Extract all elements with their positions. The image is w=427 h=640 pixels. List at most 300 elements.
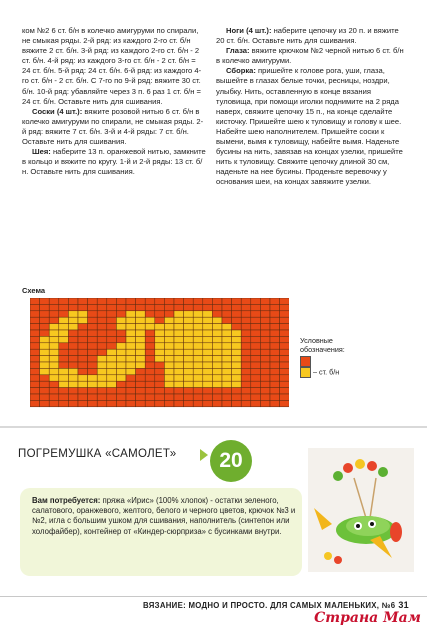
scheme-cell — [40, 324, 50, 330]
legend — [300, 336, 345, 378]
scheme-cell — [193, 400, 203, 406]
scheme-cell — [280, 343, 289, 349]
right-text-column — [216, 26, 408, 188]
scheme-cell — [164, 381, 174, 387]
scheme-cell — [203, 298, 213, 304]
scheme-cell — [136, 304, 146, 310]
scheme-cell — [251, 343, 261, 349]
scheme-cell — [59, 298, 69, 304]
scheme-cell — [222, 368, 232, 374]
scheme-cell — [212, 298, 222, 304]
scheme-cell — [193, 356, 203, 362]
legend-swatch-yellow — [300, 367, 311, 378]
scheme-cell — [49, 368, 59, 374]
scheme-cell — [174, 388, 184, 394]
scheme-cell — [280, 317, 289, 323]
scheme-cell — [68, 317, 78, 323]
scheme-cell — [40, 304, 50, 310]
scheme-cell — [212, 311, 222, 317]
materials-list: пряжа «Ирис» (100% хлопок) - остатки зеленого, салатового, оранжевого, желтого, белого и черного цветов, крючок №3 и №2, игла с большим ушком для сшивания, наполнитель (синтепон или холофайбер), контейнер от «Киндер-сюрприза» с бусинками внутри. — [32, 496, 296, 536]
scheme-cell — [251, 375, 261, 381]
scheme-cell — [155, 311, 165, 317]
scheme-cell — [251, 381, 261, 387]
scheme-cell — [212, 388, 222, 394]
scheme-cell — [145, 400, 155, 406]
scheme-cell — [145, 375, 155, 381]
scheme-cell — [116, 330, 126, 336]
scheme-cell — [222, 362, 232, 368]
scheme-cell — [78, 317, 88, 323]
scheme-cell — [164, 394, 174, 400]
scheme-cell — [164, 304, 174, 310]
knitting-scheme-grid — [30, 298, 289, 408]
paragraph-text: пришейте к голове рога, уши, глаза, вышейте в глазах белые точки, ресницы, ноздри, улыбку. Нить, оставленную в конце вязания туловища, при помощи иголки поднимите на 2 ряда наверх, свяжите цепочку 15 п., на конце сделайте кисточку. Пришейте шею к туловищу и голову к шее. Набейте шею наполнителем. Пришейте соски к вымени, вымя к туловищу, набейте вымя. Наденьте бусины на нить, завязав на концах узелки, пришейте нить к туловищу. Свяжите цепочку длиной 30 см, наденьте на нее бусины. Проденьте веревочку у основания шеи, на концах завяжите узелки. — [216, 66, 403, 187]
scheme-cell — [203, 356, 213, 362]
scheme-cell — [88, 304, 98, 310]
scheme-cell — [174, 298, 184, 304]
scheme-cell — [136, 349, 146, 355]
scheme-cell — [78, 311, 88, 317]
scheme-cell — [30, 324, 40, 330]
airplane-toy-photo — [308, 448, 414, 572]
scheme-cell — [97, 362, 107, 368]
scheme-cell — [107, 336, 117, 342]
scheme-cell — [193, 336, 203, 342]
scheme-cell — [270, 336, 280, 342]
body-paragraph — [216, 26, 408, 46]
scheme-cell — [40, 343, 50, 349]
scheme-cell — [40, 330, 50, 336]
scheme-cell — [174, 304, 184, 310]
scheme-cell — [78, 298, 88, 304]
scheme-cell — [30, 330, 40, 336]
scheme-cell — [30, 311, 40, 317]
scheme-cell — [126, 311, 136, 317]
scheme-cell — [222, 343, 232, 349]
scheme-cell — [212, 324, 222, 330]
scheme-cell — [270, 311, 280, 317]
scheme-cell — [212, 343, 222, 349]
scheme-cell — [30, 343, 40, 349]
scheme-cell — [260, 311, 270, 317]
scheme-cell — [59, 311, 69, 317]
scheme-cell — [30, 400, 40, 406]
scheme-cell — [30, 298, 40, 304]
scheme-cell — [251, 298, 261, 304]
legend-item-text: – ст. б/н — [313, 367, 340, 377]
scheme-cell — [126, 375, 136, 381]
scheme-cell — [145, 298, 155, 304]
scheme-cell — [174, 311, 184, 317]
scheme-cell — [97, 298, 107, 304]
scheme-cell — [59, 324, 69, 330]
scheme-cell — [136, 368, 146, 374]
scheme-cell — [145, 324, 155, 330]
scheme-cell — [270, 349, 280, 355]
scheme-cell — [155, 394, 165, 400]
scheme-cell — [49, 304, 59, 310]
scheme-cell — [68, 336, 78, 342]
scheme-cell — [212, 356, 222, 362]
scheme-cell — [68, 394, 78, 400]
scheme-cell — [49, 381, 59, 387]
scheme-cell — [232, 356, 242, 362]
scheme-cell — [59, 362, 69, 368]
scheme-cell — [260, 368, 270, 374]
scheme-cell — [155, 336, 165, 342]
scheme-cell — [203, 381, 213, 387]
scheme-cell — [241, 394, 251, 400]
scheme-cell — [232, 343, 242, 349]
scheme-cell — [174, 317, 184, 323]
scheme-cell — [184, 400, 194, 406]
scheme-cell — [136, 388, 146, 394]
scheme-cell — [232, 394, 242, 400]
scheme-cell — [78, 349, 88, 355]
scheme-cell — [260, 388, 270, 394]
scheme-cell — [59, 368, 69, 374]
scheme-cell — [116, 349, 126, 355]
scheme-cell — [49, 388, 59, 394]
scheme-cell — [88, 311, 98, 317]
scheme-cell — [241, 368, 251, 374]
scheme-cell — [126, 356, 136, 362]
scheme-cell — [116, 362, 126, 368]
scheme-cell — [145, 304, 155, 310]
scheme-cell — [68, 324, 78, 330]
scheme-cell — [280, 400, 289, 406]
scheme-cell — [193, 388, 203, 394]
scheme-cell — [280, 349, 289, 355]
scheme-cell — [68, 362, 78, 368]
scheme-cell — [107, 304, 117, 310]
scheme-cell — [97, 343, 107, 349]
scheme-cell — [68, 375, 78, 381]
scheme-cell — [241, 349, 251, 355]
scheme-cell — [78, 375, 88, 381]
scheme-cell — [155, 343, 165, 349]
scheme-cell — [136, 324, 146, 330]
scheme-cell — [116, 394, 126, 400]
scheme-cell — [232, 330, 242, 336]
scheme-cell — [40, 336, 50, 342]
paragraph-heading: Сборка: — [226, 66, 256, 76]
body-paragraph: ком №2 6 ст. б/н в колечко амигуруми по спирали, не смыкая ряды. 2-й ряд: из каждого 2-го ст. б/н вяжите 2 ст. б/н. 3-й ряд: из каждого 2-го ст. б/н - 2 ст. б/н. 4-й ряд: из каждого 3-го ст. б/н - 2 ст. б/н = 24 ст. б/н. 5-й ряд: 24 ст. б/н. 6-й ряд: из каждого 4-го ст. б/н - 2 ст. б/н. С 7-го по 9-й ряд: вяжите 30 ст. б/н. 10-й ряд: убавляйте через 3 п. 6 раз 1 ст. б/н = 24 ст. б/н. Оставьте нить для сшивания. — [22, 26, 202, 106]
scheme-cell — [241, 400, 251, 406]
scheme-cell — [222, 349, 232, 355]
scheme-cell — [184, 324, 194, 330]
scheme-cell — [232, 298, 242, 304]
scheme-cell — [107, 362, 117, 368]
scheme-cell — [203, 343, 213, 349]
scheme-cell — [251, 311, 261, 317]
scheme-cell — [280, 330, 289, 336]
scheme-cell — [184, 311, 194, 317]
paragraph-heading: Соски (4 шт.): — [32, 106, 83, 116]
paragraph-text: наберите 13 п. оранжевой нитью, замкните в кольцо и вяжите по кругу. 1-й и 2-й ряды: 13 ст. б/н. Оставьте нить для сшивания. — [22, 147, 206, 177]
scheme-cell — [203, 324, 213, 330]
materials-text — [32, 496, 296, 537]
scheme-cell — [126, 400, 136, 406]
scheme-cell — [184, 394, 194, 400]
scheme-cell — [174, 368, 184, 374]
scheme-cell — [78, 368, 88, 374]
scheme-cell — [241, 298, 251, 304]
scheme-cell — [184, 349, 194, 355]
scheme-cell — [212, 368, 222, 374]
scheme-cell — [145, 394, 155, 400]
scheme-cell — [126, 330, 136, 336]
scheme-cell — [88, 317, 98, 323]
scheme-cell — [222, 381, 232, 387]
scheme-cell — [107, 368, 117, 374]
scheme-cell — [97, 324, 107, 330]
scheme-cell — [241, 388, 251, 394]
scheme-cell — [88, 349, 98, 355]
scheme-cell — [232, 304, 242, 310]
scheme-cell — [164, 356, 174, 362]
scheme-cell — [241, 381, 251, 387]
scheme-cell — [260, 298, 270, 304]
scheme-cell — [251, 324, 261, 330]
scheme-cell — [78, 330, 88, 336]
scheme-cell — [40, 298, 50, 304]
scheme-cell — [222, 317, 232, 323]
scheme-cell — [116, 324, 126, 330]
scheme-cell — [193, 330, 203, 336]
scheme-cell — [174, 343, 184, 349]
scheme-cell — [270, 400, 280, 406]
scheme-cell — [30, 336, 40, 342]
scheme-cell — [260, 330, 270, 336]
scheme-cell — [164, 343, 174, 349]
scheme-cell — [49, 317, 59, 323]
scheme-cell — [203, 375, 213, 381]
scheme-cell — [241, 356, 251, 362]
scheme-cell — [164, 336, 174, 342]
scheme-cell — [184, 381, 194, 387]
scheme-cell — [241, 324, 251, 330]
scheme-cell — [232, 324, 242, 330]
scheme-cell — [136, 298, 146, 304]
scheme-cell — [203, 362, 213, 368]
scheme-cell — [88, 298, 98, 304]
scheme-cell — [174, 356, 184, 362]
scheme-cell — [251, 349, 261, 355]
scheme-cell — [107, 349, 117, 355]
scheme-cell — [97, 368, 107, 374]
scheme-cell — [184, 317, 194, 323]
scheme-cell — [126, 304, 136, 310]
scheme-cell — [203, 394, 213, 400]
scheme-cell — [280, 356, 289, 362]
scheme-cell — [59, 317, 69, 323]
scheme-cell — [78, 394, 88, 400]
scheme-cell — [30, 375, 40, 381]
scheme-cell — [49, 324, 59, 330]
scheme-cell — [155, 298, 165, 304]
scheme-cell — [116, 368, 126, 374]
scheme-cell — [30, 362, 40, 368]
scheme-cell — [251, 356, 261, 362]
scheme-label: Схема — [22, 286, 46, 295]
scheme-cell — [136, 336, 146, 342]
scheme-cell — [68, 343, 78, 349]
scheme-cell — [126, 394, 136, 400]
scheme-cell — [193, 394, 203, 400]
scheme-cell — [30, 388, 40, 394]
scheme-cell — [270, 298, 280, 304]
scheme-cell — [184, 304, 194, 310]
scheme-cell — [164, 349, 174, 355]
scheme-cell — [193, 381, 203, 387]
scheme-cell — [184, 375, 194, 381]
scheme-cell — [49, 400, 59, 406]
scheme-cell — [174, 394, 184, 400]
scheme-cell — [59, 388, 69, 394]
scheme-cell — [68, 388, 78, 394]
scheme-cell — [164, 311, 174, 317]
scheme-cell — [59, 356, 69, 362]
scheme-cell — [78, 381, 88, 387]
scheme-cell — [40, 375, 50, 381]
scheme-cell — [232, 317, 242, 323]
scheme-cell — [270, 324, 280, 330]
scheme-cell — [222, 330, 232, 336]
scheme-cell — [164, 375, 174, 381]
left-text-column — [22, 26, 206, 177]
scheme-cell — [49, 343, 59, 349]
scheme-cell — [164, 388, 174, 394]
scheme-cell — [107, 343, 117, 349]
scheme-cell — [107, 311, 117, 317]
scheme-cell — [78, 356, 88, 362]
scheme-cell — [126, 343, 136, 349]
scheme-cell — [241, 304, 251, 310]
scheme-cell — [232, 375, 242, 381]
scheme-cell — [222, 311, 232, 317]
scheme-cell — [88, 381, 98, 387]
scheme-cell — [88, 375, 98, 381]
scheme-cell — [212, 336, 222, 342]
scheme-cell — [78, 400, 88, 406]
scheme-cell — [145, 330, 155, 336]
scheme-cell — [232, 362, 242, 368]
scheme-cell — [97, 311, 107, 317]
scheme-cell — [126, 388, 136, 394]
scheme-cell — [136, 375, 146, 381]
scheme-cell — [260, 362, 270, 368]
scheme-cell — [270, 304, 280, 310]
scheme-cell — [116, 343, 126, 349]
scheme-cell — [97, 349, 107, 355]
scheme-cell — [126, 336, 136, 342]
scheme-cell — [155, 368, 165, 374]
scheme-cell — [251, 394, 261, 400]
legend-title: обозначения: — [300, 345, 345, 354]
scheme-cell — [232, 388, 242, 394]
scheme-cell — [222, 324, 232, 330]
scheme-cell — [270, 330, 280, 336]
scheme-cell — [97, 375, 107, 381]
scheme-cell — [155, 375, 165, 381]
paragraph-heading: Глаза: — [226, 46, 250, 56]
scheme-cell — [49, 311, 59, 317]
scheme-cell — [116, 298, 126, 304]
scheme-cell — [212, 381, 222, 387]
scheme-cell — [251, 304, 261, 310]
scheme-cell — [241, 375, 251, 381]
scheme-cell — [116, 304, 126, 310]
scheme-cell — [280, 375, 289, 381]
scheme-cell — [40, 394, 50, 400]
scheme-cell — [88, 394, 98, 400]
scheme-cell — [68, 304, 78, 310]
watermark-logo: Страна Мам — [314, 610, 421, 626]
scheme-cell — [107, 317, 117, 323]
scheme-cell — [280, 336, 289, 342]
scheme-cell — [49, 362, 59, 368]
scheme-cell — [136, 400, 146, 406]
scheme-cell — [68, 298, 78, 304]
scheme-cell — [270, 343, 280, 349]
scheme-cell — [222, 388, 232, 394]
scheme-cell — [126, 362, 136, 368]
scheme-cell — [193, 362, 203, 368]
scheme-cell — [126, 317, 136, 323]
scheme-cell — [145, 349, 155, 355]
legend-item — [300, 367, 345, 378]
scheme-cell — [116, 336, 126, 342]
scheme-cell — [212, 394, 222, 400]
scheme-cell — [68, 381, 78, 387]
scheme-cell — [280, 298, 289, 304]
scheme-cell — [232, 336, 242, 342]
scheme-cell — [40, 317, 50, 323]
scheme-cell — [145, 388, 155, 394]
legend-swatch-red — [300, 356, 311, 367]
scheme-cell — [184, 298, 194, 304]
scheme-cell — [59, 400, 69, 406]
scheme-cell — [184, 336, 194, 342]
magazine-title: ВЯЗАНИЕ: МОДНО И ПРОСТО. ДЛЯ САМЫХ МАЛЕНЬКИХ, №6 — [143, 601, 396, 610]
scheme-cell — [68, 400, 78, 406]
scheme-cell — [270, 388, 280, 394]
scheme-cell — [203, 349, 213, 355]
scheme-cell — [280, 394, 289, 400]
scheme-cell — [155, 356, 165, 362]
scheme-cell — [59, 304, 69, 310]
scheme-cell — [88, 324, 98, 330]
scheme-cell — [126, 368, 136, 374]
scheme-cell — [270, 381, 280, 387]
scheme-cell — [270, 375, 280, 381]
scheme-cell — [145, 343, 155, 349]
scheme-cell — [251, 400, 261, 406]
scheme-cell — [116, 356, 126, 362]
scheme-cell — [203, 311, 213, 317]
scheme-cell — [40, 388, 50, 394]
section-title: ПОГРЕМУШКА «САМОЛЕТ» — [18, 448, 177, 460]
scheme-cell — [145, 311, 155, 317]
scheme-cell — [174, 362, 184, 368]
footer-rule — [0, 596, 427, 597]
scheme-cell — [116, 381, 126, 387]
scheme-cell — [232, 311, 242, 317]
scheme-cell — [270, 362, 280, 368]
scheme-cell — [97, 330, 107, 336]
scheme-cell — [155, 400, 165, 406]
